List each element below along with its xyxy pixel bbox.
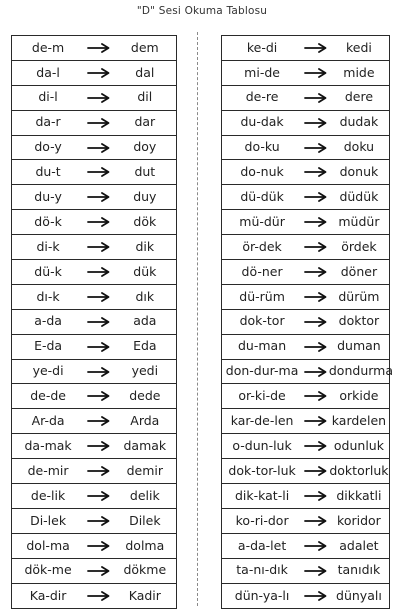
table-row xyxy=(222,61,389,86)
left-reading-table xyxy=(11,35,177,609)
syllable-text: or-ki-de xyxy=(238,388,286,404)
table-row xyxy=(12,484,176,509)
syllable-text: ko-ri-dor xyxy=(235,512,289,528)
arrow-right-icon xyxy=(84,93,114,103)
syllable-text: do-ku xyxy=(244,139,280,155)
table-row xyxy=(12,285,176,310)
table-row xyxy=(12,61,176,86)
word-text: dal xyxy=(135,64,155,80)
word-text: kardelen xyxy=(331,413,387,429)
syllable-text: ör-dek xyxy=(242,238,282,254)
table-row xyxy=(12,36,176,61)
table-row xyxy=(12,534,176,559)
syllable-text: dö-ner xyxy=(241,263,283,279)
arrow-right-icon xyxy=(302,292,329,302)
arrow-right-icon xyxy=(302,93,329,103)
table-row xyxy=(222,285,389,310)
syllable-text: ta-nı-dık xyxy=(236,562,288,578)
table-row xyxy=(222,160,389,185)
syllable-text: dok-tor-luk xyxy=(228,462,296,478)
syllable-text: E-da xyxy=(34,338,63,354)
table-row xyxy=(222,335,389,360)
word-text: döner xyxy=(340,263,378,279)
syllable-text: di-l xyxy=(38,89,58,105)
word-text: doku xyxy=(343,139,375,155)
syllable-text: ye-di xyxy=(32,363,64,379)
arrow-right-icon xyxy=(84,118,114,128)
word-text: orkide xyxy=(339,388,379,404)
table-row xyxy=(12,160,176,185)
arrow-right-icon xyxy=(302,416,329,426)
word-text: duman xyxy=(337,338,381,354)
table-row xyxy=(12,86,176,111)
arrow-right-icon xyxy=(302,391,329,401)
table-row xyxy=(12,260,176,285)
arrow-right-icon xyxy=(302,143,329,153)
word-text: dik xyxy=(135,238,155,254)
table-row xyxy=(222,86,389,111)
table-row xyxy=(222,235,389,260)
word-text: damak xyxy=(123,437,167,453)
word-text: tanıdık xyxy=(337,562,381,578)
word-text: adalet xyxy=(339,537,379,553)
arrow-right-icon xyxy=(302,566,329,576)
table-row xyxy=(222,111,389,136)
word-text: doktorluk xyxy=(329,462,389,478)
table-row xyxy=(222,484,389,509)
arrow-right-icon xyxy=(302,167,329,177)
arrow-right-icon xyxy=(84,441,114,451)
arrow-right-icon xyxy=(84,566,114,576)
arrow-right-icon xyxy=(84,416,114,426)
table-row xyxy=(12,584,176,609)
syllable-text: du-t xyxy=(35,164,61,180)
word-text: doy xyxy=(133,139,157,155)
word-text: dökme xyxy=(123,562,167,578)
word-text: dere xyxy=(344,89,374,105)
arrow-right-icon xyxy=(302,192,329,202)
table-row xyxy=(222,360,393,385)
syllable-text: dün-ya-lı xyxy=(234,587,290,603)
word-text: ada xyxy=(133,313,157,329)
arrow-right-icon xyxy=(84,292,114,302)
arrow-right-icon xyxy=(302,267,329,277)
table-row xyxy=(222,210,389,235)
syllable-text: de-m xyxy=(31,39,65,55)
word-text: duy xyxy=(133,189,157,205)
syllable-text: dol-ma xyxy=(26,537,70,553)
syllable-text: de-de xyxy=(30,388,66,404)
arrow-right-icon xyxy=(302,342,329,352)
syllable-text: de-mir xyxy=(27,462,69,478)
table-row xyxy=(222,384,389,409)
table-row xyxy=(12,310,176,335)
table-row xyxy=(12,185,176,210)
table-row xyxy=(12,235,176,260)
arrow-right-icon xyxy=(84,167,114,177)
syllable-text: Di-lek xyxy=(30,512,67,528)
syllable-text: du-dak xyxy=(240,114,284,130)
syllable-text: o-dun-luk xyxy=(232,437,292,453)
syllable-text: de-re xyxy=(245,89,279,105)
arrow-right-icon xyxy=(302,591,329,601)
arrow-right-icon xyxy=(302,367,329,377)
table-row xyxy=(12,335,176,360)
word-text: dük xyxy=(133,263,157,279)
arrow-right-icon xyxy=(84,242,114,252)
syllable-text: di-k xyxy=(36,238,60,254)
arrow-right-icon xyxy=(302,68,329,78)
word-text: dut xyxy=(134,164,156,180)
word-text: mide xyxy=(343,64,375,80)
syllable-text: kar-de-len xyxy=(230,413,294,429)
arrow-right-icon xyxy=(302,242,329,252)
word-text: dikkatli xyxy=(336,487,382,503)
arrow-right-icon xyxy=(302,491,329,501)
arrow-right-icon xyxy=(84,217,114,227)
word-text: dede xyxy=(129,388,161,404)
arrow-right-icon xyxy=(84,541,114,551)
word-text: dık xyxy=(135,288,155,304)
arrow-right-icon xyxy=(84,267,114,277)
word-text: Eda xyxy=(133,338,157,354)
arrow-right-icon xyxy=(302,466,329,476)
syllable-text: ke-di xyxy=(246,39,278,55)
syllable-text: Ka-dir xyxy=(29,587,67,603)
arrow-right-icon xyxy=(84,68,114,78)
arrow-right-icon xyxy=(84,192,114,202)
arrow-right-icon xyxy=(84,367,114,377)
table-row xyxy=(12,360,176,385)
table-row xyxy=(12,559,176,584)
syllable-text: de-lik xyxy=(30,487,66,503)
arrow-right-icon xyxy=(84,516,114,526)
word-text: donuk xyxy=(339,164,379,180)
table-row xyxy=(12,210,176,235)
arrow-right-icon xyxy=(84,391,114,401)
syllable-text: mü-dür xyxy=(239,213,285,229)
arrow-right-icon xyxy=(84,342,114,352)
table-row xyxy=(12,136,176,161)
table-row xyxy=(12,409,176,434)
word-text: dök xyxy=(133,213,157,229)
syllable-text: do-nuk xyxy=(240,164,284,180)
syllable-text: dı-k xyxy=(36,288,60,304)
arrow-right-icon xyxy=(302,516,329,526)
syllable-text: mi-de xyxy=(244,64,280,80)
syllable-text: da-l xyxy=(36,64,60,80)
syllable-text: dök-me xyxy=(24,562,72,578)
arrow-right-icon xyxy=(84,43,114,53)
word-text: yedi xyxy=(131,363,159,379)
table-row xyxy=(222,185,389,210)
word-text: dar xyxy=(134,114,156,130)
syllable-text: do-y xyxy=(34,139,62,155)
syllable-text: don-dur-ma xyxy=(225,363,299,379)
syllable-text: Ar-da xyxy=(31,413,65,429)
word-text: ördek xyxy=(341,238,377,254)
table-row xyxy=(222,534,389,559)
word-text: kedi xyxy=(345,39,372,55)
syllable-text: dü-dük xyxy=(240,189,284,205)
syllable-text: da-mak xyxy=(24,437,72,453)
table-row xyxy=(222,584,389,609)
syllable-text: a-da-let xyxy=(237,537,287,553)
arrow-right-icon xyxy=(84,591,114,601)
word-text: doktor xyxy=(338,313,380,329)
syllable-text: da-r xyxy=(35,114,61,130)
word-text: Arda xyxy=(130,413,160,429)
arrow-right-icon xyxy=(84,317,114,327)
table-row xyxy=(222,36,389,61)
table-row xyxy=(12,111,176,136)
table-row xyxy=(222,310,389,335)
syllable-text: a-da xyxy=(34,313,62,329)
word-text: dem xyxy=(130,39,159,55)
word-text: dil xyxy=(137,89,153,105)
table-row xyxy=(12,434,176,459)
table-row xyxy=(222,260,389,285)
table-row xyxy=(222,559,389,584)
word-text: müdür xyxy=(338,213,380,229)
word-text: Kadir xyxy=(128,587,161,603)
arrow-right-icon xyxy=(302,317,329,327)
syllable-text: dok-tor xyxy=(239,313,285,329)
table-row xyxy=(12,384,176,409)
word-text: dünyalı xyxy=(336,587,382,603)
word-text: dudak xyxy=(339,114,379,130)
table-row xyxy=(12,509,176,534)
table-row xyxy=(222,459,389,484)
syllable-text: du-y xyxy=(34,189,62,205)
right-reading-table xyxy=(221,35,393,609)
arrow-right-icon xyxy=(302,441,329,451)
arrow-right-icon xyxy=(302,43,329,53)
syllable-text: dö-k xyxy=(34,213,62,229)
arrow-right-icon xyxy=(84,491,114,501)
syllable-text: dik-kat-li xyxy=(234,487,290,503)
word-text: delik xyxy=(129,487,160,503)
arrow-right-icon xyxy=(84,143,114,153)
word-text: Dilek xyxy=(129,512,161,528)
word-text: düdük xyxy=(339,189,379,205)
table-row xyxy=(222,434,389,459)
page-title: "D" Sesi Okuma Tablosu xyxy=(136,5,268,17)
arrow-right-icon xyxy=(84,466,114,476)
word-text: dürüm xyxy=(338,288,380,304)
word-text: demir xyxy=(126,462,164,478)
syllable-text: du-man xyxy=(238,338,287,354)
table-row xyxy=(222,136,389,161)
arrow-right-icon xyxy=(302,217,329,227)
syllable-text: dü-k xyxy=(34,263,62,279)
word-text: odunluk xyxy=(333,437,384,453)
word-text: koridor xyxy=(337,512,381,528)
arrow-right-icon xyxy=(302,118,329,128)
arrow-right-icon xyxy=(302,541,329,551)
table-row xyxy=(222,409,389,434)
word-text: dondurma xyxy=(328,363,393,379)
word-text: dolma xyxy=(125,537,165,553)
syllable-text: dü-rüm xyxy=(239,288,285,304)
table-row xyxy=(222,509,389,534)
dashed-divider xyxy=(197,32,198,606)
table-row xyxy=(12,459,176,484)
